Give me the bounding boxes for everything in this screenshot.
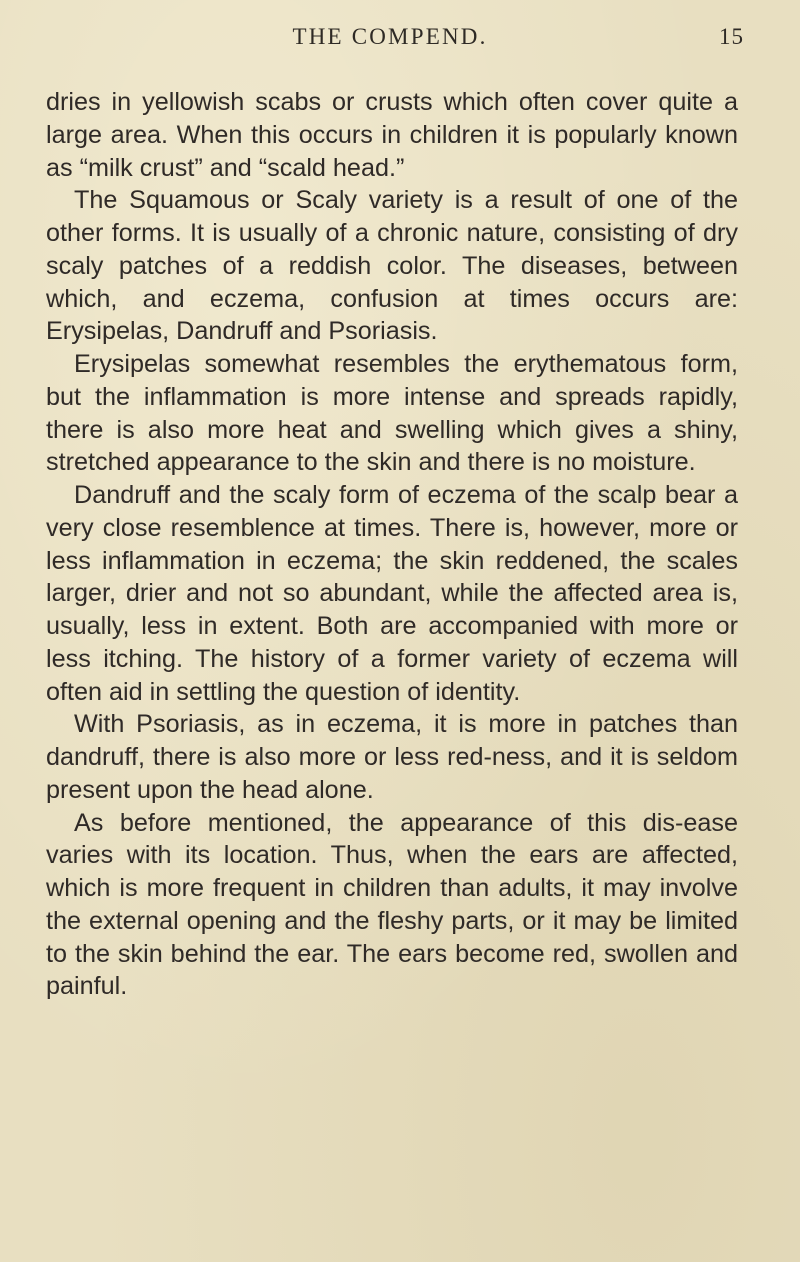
running-title: THE COMPEND. — [292, 24, 488, 49]
page-number: 15 — [719, 24, 744, 49]
paragraph-location: As before mentioned, the appearance of this dis-ease varies with its location. Thus, when the ears are affected, which is more frequent in children than adults, it may involve the external opening and the fleshy parts, or it may be limited to the skin behind the ear. The ears become red, swollen and painful. — [46, 808, 738, 1001]
paragraph-dandruff: Dandruff and the scaly form of eczema of the scalp bear a very close resemblence at times. There is, however, more or less inflammation in eczema; the skin reddened, the scales larger, drier and not so abundant, while the affected area is, usually, less in extent. Both are accompanied with more or less itching. The history of a former variety of eczema will often aid in settling the question of identity. — [46, 481, 738, 706]
paragraph-psoriasis: With Psoriasis, as in eczema, it is more in patches than dandruff, there is also more or less red-ness, and it is seldom present upon the head alone. — [46, 710, 738, 804]
paragraph-squamous-variety: The Squamous or Scaly variety is a result of one of the other forms. It is usually of a chronic nature, consisting of dry scaly patches of a reddish color. The diseases, between which, and eczema, confusion at times occurs are: Erysipelas, Dandruff and Psoriasis. — [46, 186, 738, 346]
running-head — [40, 24, 744, 60]
paragraph-erysipelas: Erysipelas somewhat resembles the erythematous form, but the inflammation is more intense and spreads rapidly, there is also more heat and swelling which gives a shiny, stretched appearance to the skin and there is no moisture. — [46, 350, 738, 477]
body-text — [46, 86, 738, 1003]
paragraph-continuation: dries in yellowish scabs or crusts which often cover quite a large area. When this occurs in children it is popularly known as “milk crust” and “scald head.” — [46, 88, 738, 182]
